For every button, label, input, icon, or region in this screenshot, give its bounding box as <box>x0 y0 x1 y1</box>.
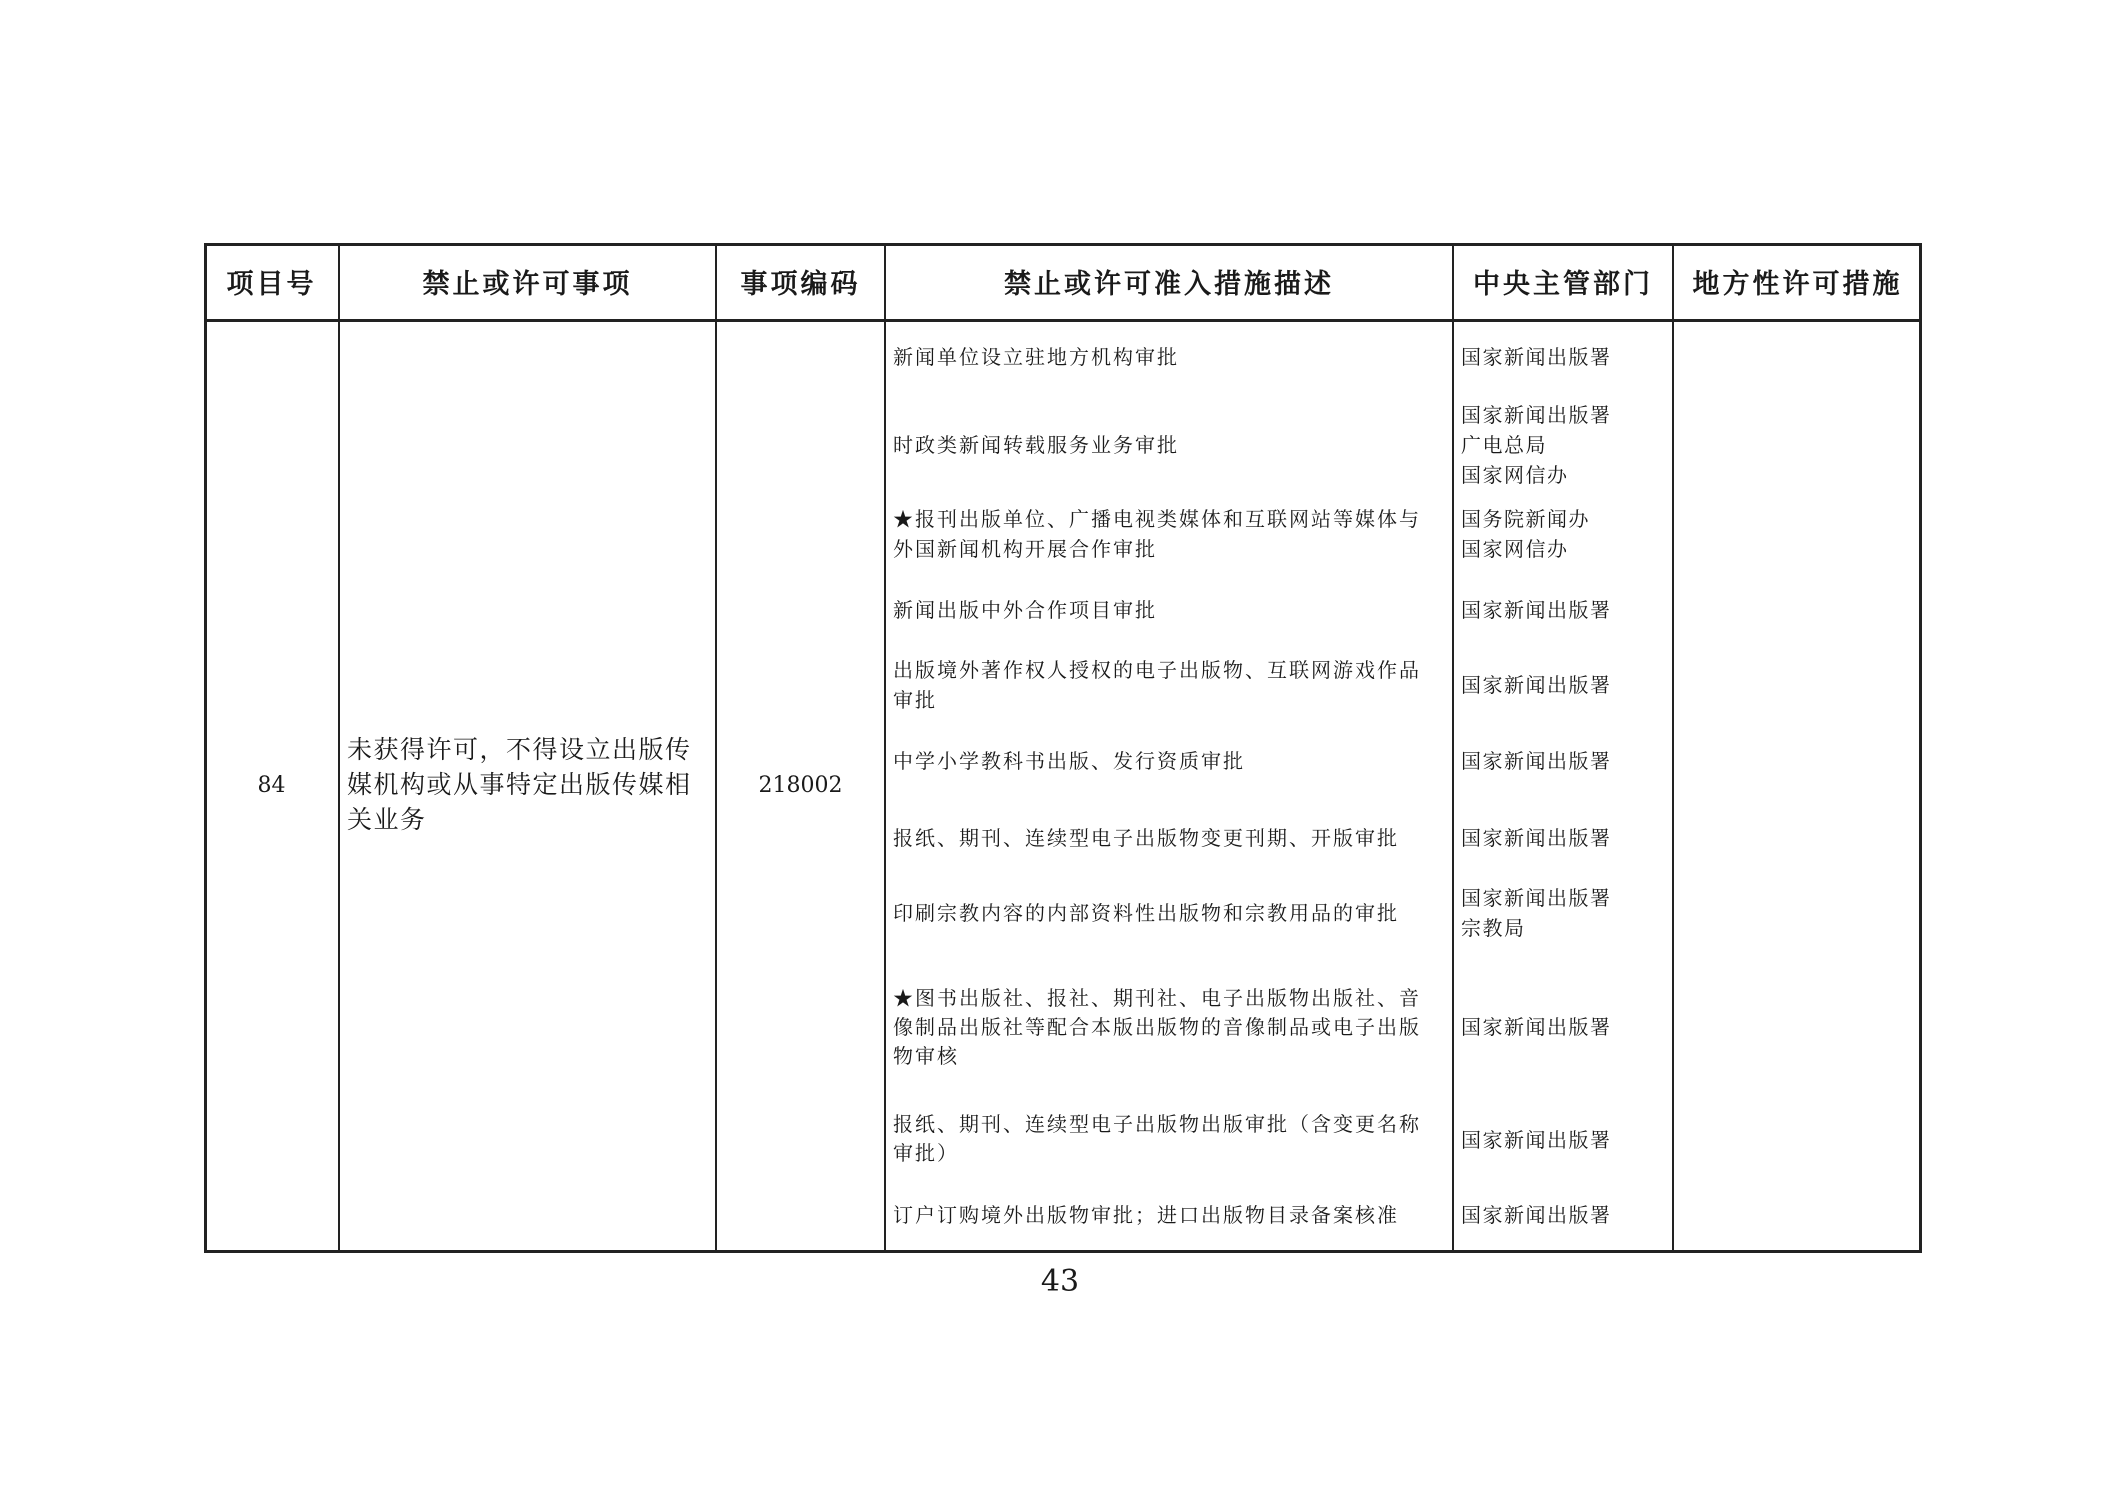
item-text-line: 媒机构或从事特定出版传媒相 <box>347 770 692 799</box>
measure-department: 宗教局 <box>1461 916 1526 940</box>
measure-department: 国家新闻出版署 <box>1461 886 1612 910</box>
measure-department: 国务院新闻办 <box>1461 507 1590 531</box>
measure-description: 物审核 <box>893 1044 959 1068</box>
measure-description: 审批） <box>893 1141 959 1165</box>
measure-department: 国家新闻出版署 <box>1461 1128 1612 1152</box>
column-divider <box>1452 243 1454 1253</box>
measure-department: 国家新闻出版署 <box>1461 1015 1612 1039</box>
measure-description: 印刷宗教内容的内部资料性出版物和宗教用品的审批 <box>893 901 1399 925</box>
header-department: 中央主管部门 <box>1473 269 1653 300</box>
measure-description: 报纸、期刊、连续型电子出版物出版审批（含变更名称 <box>893 1112 1421 1136</box>
header-item-no: 项目号 <box>226 269 317 300</box>
measure-department: 国家新闻出版署 <box>1461 749 1612 773</box>
header-item: 禁止或许可事项 <box>422 269 633 300</box>
measure-description: 审批 <box>893 688 937 712</box>
header-local-measures: 地方性许可措施 <box>1692 269 1903 300</box>
column-divider <box>715 243 717 1253</box>
measure-department: 国家新闻出版署 <box>1461 673 1612 697</box>
measure-description: 订户订购境外出版物审批；进口出版物目录备案核准 <box>893 1203 1399 1227</box>
measure-department: 国家新闻出版署 <box>1461 598 1612 622</box>
measure-department: 国家网信办 <box>1461 463 1569 487</box>
measure-description: 时政类新闻转载服务业务审批 <box>893 433 1179 457</box>
measure-description: 像制品出版社等配合本版出版物的音像制品或电子出版 <box>893 1015 1421 1039</box>
measure-description: 出版境外著作权人授权的电子出版物、互联网游戏作品 <box>893 658 1421 682</box>
measure-description: 外国新闻机构开展合作审批 <box>893 537 1157 561</box>
header-description: 禁止或许可准入措施描述 <box>1004 269 1334 300</box>
measure-description: 报纸、期刊、连续型电子出版物变更刊期、开版审批 <box>893 826 1399 850</box>
measure-department: 广电总局 <box>1461 433 1547 457</box>
page-number: 43 <box>1040 1264 1080 1299</box>
measure-description: 新闻单位设立驻地方机构审批 <box>893 345 1179 369</box>
measure-department: 国家新闻出版署 <box>1461 1203 1612 1227</box>
measure-department: 国家新闻出版署 <box>1461 345 1612 369</box>
measure-description: 中学小学教科书出版、发行资质审批 <box>893 749 1245 773</box>
measure-description: ★图书出版社、报社、期刊社、电子出版物出版社、音 <box>893 986 1421 1010</box>
item-code: 218002 <box>758 772 843 798</box>
item-number: 84 <box>257 772 286 798</box>
measure-department: 国家新闻出版署 <box>1461 826 1612 850</box>
column-divider <box>338 243 340 1253</box>
measure-department: 国家网信办 <box>1461 537 1569 561</box>
column-divider <box>884 243 886 1253</box>
header-code: 事项编码 <box>740 269 861 300</box>
column-divider <box>1672 243 1674 1253</box>
item-text-line: 未获得许可，不得设立出版传 <box>347 735 692 764</box>
item-text-line: 关业务 <box>347 805 427 834</box>
measure-department: 国家新闻出版署 <box>1461 403 1612 427</box>
measure-description: 新闻出版中外合作项目审批 <box>893 598 1157 622</box>
measure-description: ★报刊出版单位、广播电视类媒体和互联网站等媒体与 <box>893 507 1421 531</box>
